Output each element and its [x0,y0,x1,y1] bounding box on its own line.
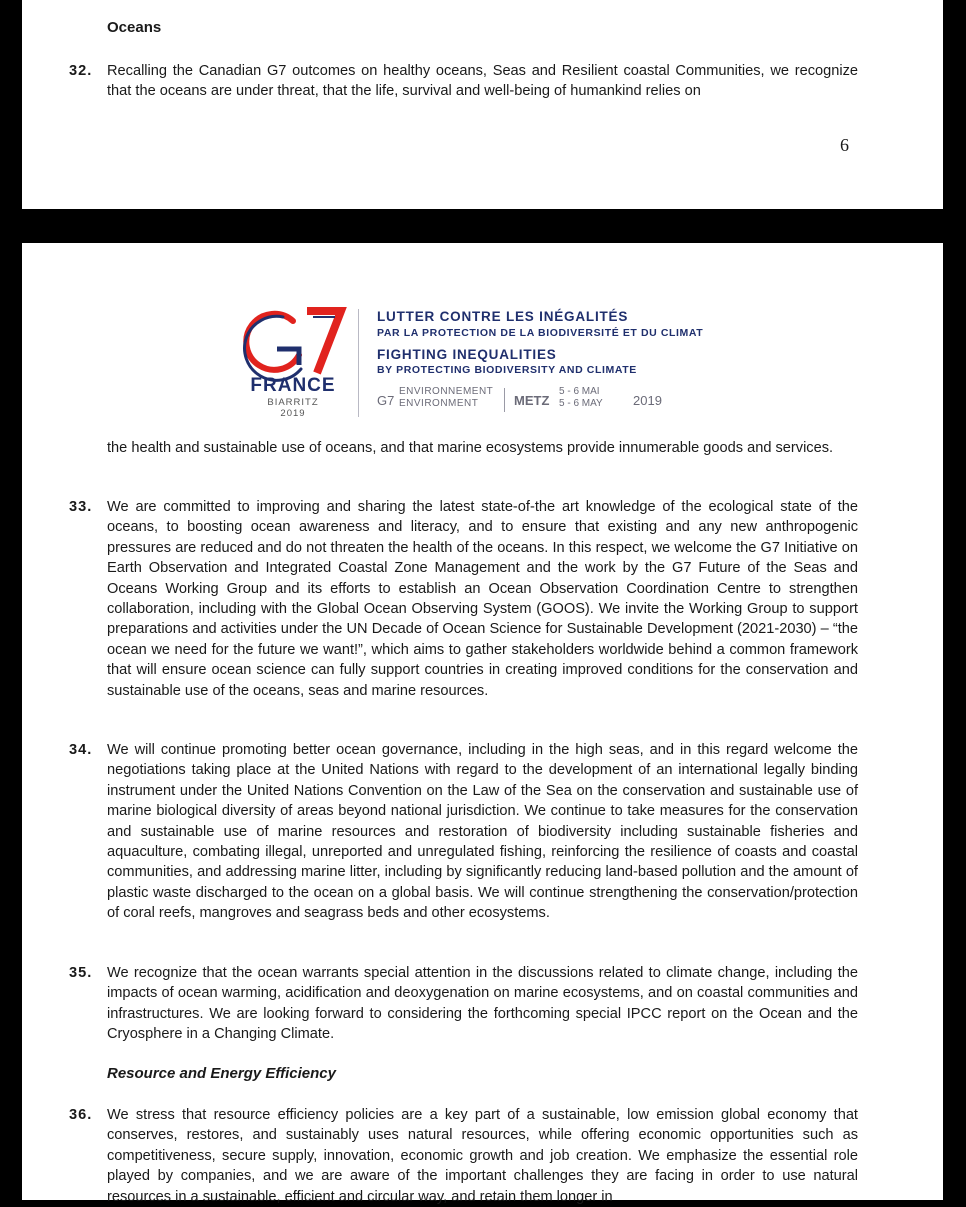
section-heading-oceans: Oceans [107,19,162,36]
g7-logo-text: G7 [241,290,263,307]
subtitle-fr: PAR LA PROTECTION DE LA BIODIVERSITÉ ET DU CLIMAT [377,327,704,339]
logo-year: 2019 [280,408,306,419]
logo-city-year [249,397,337,419]
title-fr: LUTTER CONTRE LES INÉGALITÉS [377,309,629,324]
meta-divider [504,388,505,412]
paragraph-number: 33. [69,499,93,515]
meta-g7: G7 [377,393,395,408]
document-page-6 [22,0,943,209]
paragraph-text: We are committed to improving and sharing the latest state-of-the art knowledge of the ecological state of the oceans, to boosting ocean awareness and literacy, and to ensure that existing and any new anthropogenic pressures are reduced and do not threaten the health of the oceans. In this respect, we welcome the G7 Initiative on Earth Observation and Integrated Coastal Zone Management and the work by the G7 Future of the Seas and Oceans Working Group and its efforts to establish an Ocean Observation Coordination Centre to strengthen collaboration, including with the Global Ocean Observing System (GOOS). We invite the Working Group to support preparations and activities under the UN Decade of Ocean Science for Sustainable Development (2021-2030) – “the ocean we need for the future we want!”, which aims to gather stakeholders worldwide behind a common framework that will ensure ocean science can fully support countries in creating improved conditions for the conservation and sustainable use of the oceans, seas and marine resources. [107,499,858,699]
subtitle-en: BY PROTECTING BIODIVERSITY AND CLIMATE [377,364,637,376]
logo-country: FRANCE [250,375,336,396]
paragraph-33 [69,497,858,701]
paragraph-text: We recognize that the ocean warrants special attention in the discussions related to climate change, including the impacts of ocean warming, acidification and deoxygenation on marine ecosystems, and on coastal communities and infrastructures. We are looking forward to considering the forthcoming special IPCC report on the Ocean and the Cryosphere in a Changing Climate. [107,965,858,1043]
meta-dates-fr: 5 - 6 MAI [559,386,600,397]
g7-logo [241,290,345,383]
event-meta [377,386,717,414]
meta-env-en: ENVIRONMENT [399,398,479,409]
document-page-7 [22,243,943,1205]
meta-city: METZ [514,393,550,408]
paragraph-32-continued [107,438,858,458]
paragraph-text: We stress that resource efficiency policies are a key part of a sustainable, low emission global economy that conserves, restores, and sustainably uses natural resources, while offering economic opportunities such as competitiveness, secure supply, innovation, economic growth and job creation. We emphasize the essential role played by companies, and we are aware of the important challenges they are facing in order to use natural resources in a sustainable, efficient and circular way, and retain them longer in [107,1107,858,1205]
header-divider [358,309,359,417]
meta-dates [559,386,603,410]
paragraph-35 [69,963,858,1045]
paragraph-34 [69,740,858,924]
paragraph-36 [69,1105,858,1207]
title-en: FIGHTING INEQUALITIES [377,347,557,362]
paragraph-number: 34. [69,742,93,758]
g7-france-header [241,290,721,423]
paragraph-32 [69,61,858,102]
paragraph-number: 36. [69,1107,93,1123]
meta-dates-en: 5 - 6 MAY [559,398,603,409]
meta-env-fr: ENVIRONNEMENT [399,386,494,397]
paragraph-text: the health and sustainable use of oceans, and that marine ecosystems provide innumerable goods and services. [107,440,834,456]
paragraph-text: We will continue promoting better ocean governance, including in the high seas, and in this regard welcome the negotiations taking place at the United Nations with regard to the development of an international legally binding instrument under the United Nations Convention on the Law of the Sea on the conservation and sustainable use of marine biological diversity of areas beyond national jurisdiction. We continue to take measures for the conservation and sustainable use of marine resources and restoration of biodiversity including sustainable fisheries and aquaculture, combating illegal, unreported and unregulated fishing, reinforcing the resilience of coasts and coastal communities, and addressing marine litter, including by significantly reducing land-based pollution and the amount of plastic waste discharged to the ocean on a global basis. We will continue strengthening the conservation/protection of coral reefs, mangroves and seagrass beds and other ecosystems. [107,742,858,922]
logo-city: BIARRITZ [267,397,319,408]
paragraph-number: 32. [69,63,93,79]
meta-year: 2019 [633,393,662,408]
meta-environment [399,386,493,410]
paragraph-number: 35. [69,965,93,981]
paragraph-text: Recalling the Canadian G7 outcomes on healthy oceans, Seas and Resilient coastal Communities, we recognize that the oceans are under threat, that the life, survival and well-being of humankind relies on [107,63,858,100]
page-number: 6 [840,135,849,155]
section-heading-resource-efficiency: Resource and Energy Efficiency [107,1065,336,1082]
